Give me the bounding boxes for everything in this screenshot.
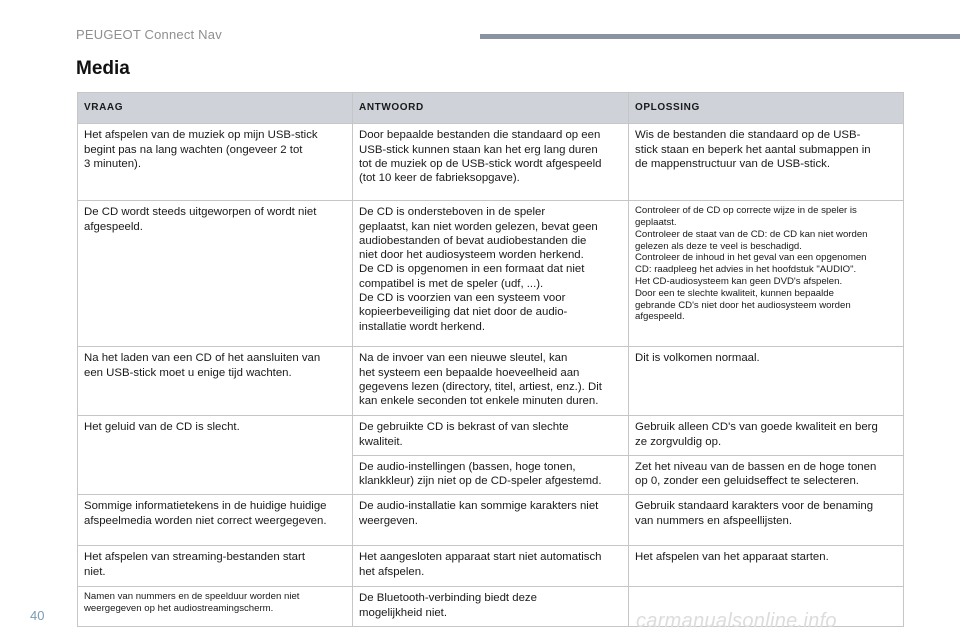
watermark: carmanualsonline.info: [636, 610, 837, 632]
solution-cell: [629, 124, 904, 201]
answer-cell: [353, 124, 629, 201]
solution-text: Gebruik standaard karakters voor de benaming van nummers en afspeellijsten.: [635, 500, 874, 527]
table-header-row: [78, 93, 904, 124]
question-cell: [78, 124, 353, 201]
solution-text: Wis de bestanden die standaard op de USB- stick staan en beperk het aantal submappen in de mappenstructuur van de USB-stick.: [635, 129, 871, 170]
solution-text: Controleer of de CD op correcte wijze in de speler is geplaatst. Controleer de staat van de CD: de CD kan niet worden gelezen als deze te veel is beschadigd. Controleer de inhoud in het geval van een opgenomen CD: raadpleeg het advies in het hoofdstuk "AUDIO". Het CD-audiosysteem kan geen DVD's afspelen. Door een te slechte kwaliteit, kunnen bepaalde gebrande CD's niet door het audiosysteem worden afgespeeld.: [635, 205, 868, 323]
answer-text: De audio-installatie kan sommige karakters niet weergeven.: [359, 500, 599, 527]
page-number: 40: [30, 608, 45, 623]
answer-cell: [353, 455, 629, 495]
answer-cell: [353, 416, 629, 456]
solution-text: Het afspelen van het apparaat starten.: [635, 551, 829, 564]
answer-text: Na de invoer van een nieuwe sleutel, kan het systeem een bepaalde hoeveelheid aan gegevens lezen (directory, titel, artiest, enz.). Dit kan enkele seconden tot enkele minuten duren.: [359, 352, 602, 408]
answer-cell: [353, 495, 629, 546]
page-title: Media: [76, 58, 130, 79]
troubleshooting-table: [77, 92, 904, 627]
answer-text: De CD is ondersteboven in de speler geplaatst, kan niet worden gelezen, bevat geen audiobestanden of bevat audiobestanden die niet door het audiosysteem worden herkend. De CD is opgenomen in een formaat dat niet compatibel is met de speler (udf, ...). De CD is voorzien van een systeem voor kopieerbeveiliging dat niet door de audio- installatie wordt herkend.: [359, 206, 598, 333]
answer-text: Door bepaalde bestanden die standaard op een USB-stick kunnen staan kan het erg lang duren tot de muziek op de USB-stick wordt afgespeeld (tot 10 keer de fabrieksopgave).: [359, 129, 602, 185]
question-text: Namen van nummers en de speelduur worden niet weergegeven op het audiostreamingscherm.: [84, 591, 300, 615]
answer-cell: [353, 347, 629, 416]
solution-cell: [629, 495, 904, 546]
answer-cell: [353, 587, 629, 627]
header-divider-bar: [480, 34, 960, 39]
question-text: Het afspelen van streaming-bestanden start niet.: [84, 551, 305, 578]
answer-text: De gebruikte CD is bekrast of van slechte kwaliteit.: [359, 421, 569, 448]
question-cell: [78, 546, 353, 587]
answer-text: Het aangesloten apparaat start niet automatisch het afspelen.: [359, 551, 602, 578]
answer-cell: [353, 546, 629, 587]
solution-text: Dit is volkomen normaal.: [635, 352, 760, 365]
table-row: [78, 347, 904, 416]
question-cell: [78, 587, 353, 627]
answer-text: De audio-instellingen (bassen, hoge tonen, klankkleur) zijn niet op de CD-speler afgestemd.: [359, 460, 602, 488]
solution-cell: [629, 546, 904, 587]
answer-text: De Bluetooth-verbinding biedt deze mogelijkheid niet.: [359, 592, 537, 619]
solution-cell: [629, 416, 904, 456]
question-cell: [78, 416, 353, 495]
table-row: [78, 124, 904, 201]
solution-cell: [629, 201, 904, 347]
question-cell: [78, 347, 353, 416]
table-row: [78, 416, 904, 456]
column-header-solution: OPLOSSING: [629, 93, 904, 124]
question-text: De CD wordt steeds uitgeworpen of wordt niet afgespeeld.: [84, 206, 317, 233]
brand-label: PEUGEOT Connect Nav: [76, 27, 222, 42]
question-text: Na het laden van een CD of het aansluiten van een USB-stick moet u enige tijd wachten.: [84, 352, 321, 379]
answer-cell: [353, 201, 629, 347]
column-header-answer: ANTWOORD: [353, 93, 629, 124]
question-text: Het geluid van de CD is slecht.: [84, 421, 240, 434]
solution-text: Gebruik alleen CD's van goede kwaliteit en berg ze zorgvuldig op.: [635, 421, 878, 448]
question-cell: [78, 495, 353, 546]
solution-cell: [629, 347, 904, 416]
table-row: [78, 201, 904, 347]
column-header-question: VRAAG: [78, 93, 353, 124]
question-text: Het afspelen van de muziek op mijn USB-stick begint pas na lang wachten (ongeveer 2 tot 3 minuten).: [84, 129, 318, 170]
solution-cell: [629, 455, 904, 495]
table-row: [78, 495, 904, 546]
table-row: [78, 546, 904, 587]
solution-text: Zet het niveau van de bassen en de hoge tonen op 0, zonder een geluidseffect te selecteren.: [635, 460, 877, 488]
question-text: Sommige informatietekens in de huidige huidige afspeelmedia worden niet correct weergegeven.: [84, 500, 327, 527]
question-cell: [78, 201, 353, 347]
